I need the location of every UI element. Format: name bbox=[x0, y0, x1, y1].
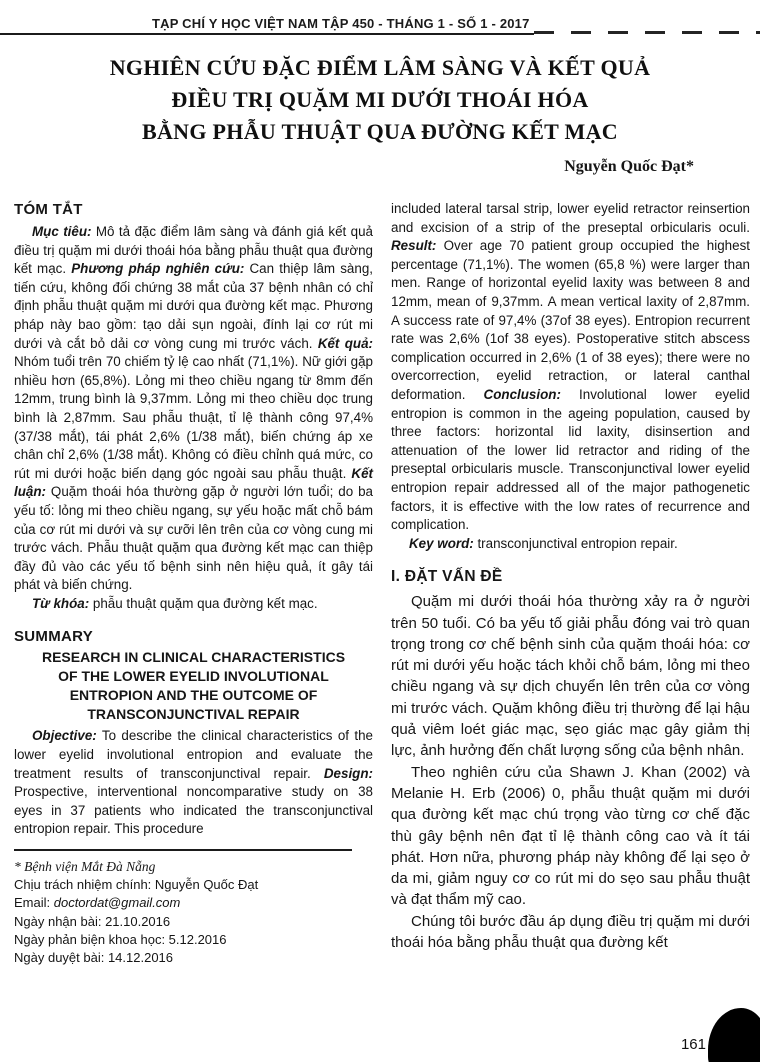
footnote-accepted-date: Ngày duyệt bài: 14.12.2016 bbox=[14, 950, 174, 966]
footnote-email-address: doctordat@gmail.com bbox=[53, 895, 181, 911]
summary-title-line4: TRANSCONJUNCTIVAL REPAIR bbox=[87, 706, 300, 723]
introduction-paragraph-3: Chúng tôi bước đầu áp dụng điều trị quặm mi dưới thoái hóa bằng phẫu thuật qua đường kết bbox=[391, 912, 750, 952]
footnote-reviewed-date: Ngày phản biện khoa học: 5.12.2016 bbox=[14, 931, 227, 947]
footnote-separator-line bbox=[14, 849, 352, 851]
abstract-conclusion-text: Quặm thoái hóa thường gặp ở người lớn tuổi; do ba yếu tố: lỏng mi theo chiều ngang, sự yếu hoặc mất chỗ bám của cơ rút mi dưới và sự cưỡi lên trên của cơ vòng cung mi trước vách. Phẫu thuật quặm qua đường kết mạc can thiệp đầy đủ vào các yếu tố bệnh sinh nên hiệu quả, ít gây tái phát và biến chứng. bbox=[14, 484, 373, 593]
journal-header-text: TẠP CHÍ Y HỌC VIỆT NAM TẬP 450 - THÁNG 1 - SỐ 1 - 2017 bbox=[148, 16, 534, 35]
abstract-results-label: Kết quả: bbox=[317, 335, 373, 351]
author-name: Nguyễn Quốc Đạt* bbox=[564, 158, 694, 175]
abstract-objective-text: Mô tả đặc điểm lâm sàng và đánh giá kết quả điều trị quặm mi dưới thoái hóa bằng phẫu thuật qua đường kết mạc. bbox=[14, 224, 373, 277]
summary-design-text: Prospective, interventional noncomparative study on 38 eyes in 37 patients who indicated the transconjunctival entropion repair. This procedure bbox=[14, 784, 373, 837]
summary-title-line1: RESEARCH IN CLINICAL CHARACTERISTICS bbox=[41, 649, 346, 666]
header-rule-left bbox=[0, 33, 148, 35]
scan-artifact-corner bbox=[708, 1008, 760, 1062]
summary-keyword-text: transconjunctival entropion repair. bbox=[473, 535, 678, 551]
summary-heading: SUMMARY bbox=[14, 628, 94, 646]
summary-title-line3: ENTROPION AND THE OUTCOME OF bbox=[69, 687, 318, 704]
page-number: 161 bbox=[680, 1036, 706, 1053]
summary-design-label: Design: bbox=[323, 765, 373, 781]
footnote-affiliation: * Bệnh viện Mắt Đà Nẵng bbox=[14, 859, 156, 875]
keywords-label: Từ khóa: bbox=[32, 595, 90, 611]
summary-result-label: Result: bbox=[391, 238, 437, 254]
footnote-received-date: Ngày nhận bài: 21.10.2016 bbox=[14, 913, 171, 929]
introduction-heading: I. ĐẶT VẤN ĐỀ bbox=[391, 568, 503, 586]
summary-objective-paragraph bbox=[14, 727, 373, 839]
left-column bbox=[14, 200, 373, 967]
summary-result-text: Over age 70 patient group occupied the highest percentage (71,1%). The women (65,8 %) were larger than men. Range of horizontal eyelid laxity was between 8 and 12mm, mean of 9,37mm. A mean vertical laxity of 2,87mm. A success rate of 97,4% (37of 38 eyes). Entropion recurrent rate was 2,6% (1of 38 eyes). Postoperative stitch abscess complication occurred in 2,6% (1 of 38 eyes); there were no overcorrection, eyelid retraction, or lateral canthal deformation. bbox=[391, 238, 750, 402]
article-title-line3: BẰNG PHẪU THUẬT QUA ĐƯỜNG KẾT MẠC bbox=[141, 119, 618, 144]
footnote-email-line bbox=[14, 894, 373, 912]
summary-keyword-label: Key word: bbox=[409, 535, 474, 551]
summary-title-line2: OF THE LOWER EYELID INVOLUTIONAL bbox=[58, 668, 329, 685]
summary-continuation-paragraph bbox=[391, 200, 750, 535]
abstract-heading: TÓM TẮT bbox=[14, 201, 83, 218]
summary-continuation-text: included lateral tarsal strip, lower eyelid retractor reinsertion and excision of a strip of the preseptal orbicularis oculi. bbox=[391, 201, 750, 235]
journal-header bbox=[0, 16, 760, 35]
author-line bbox=[0, 158, 760, 176]
introduction-paragraph-1: Quặm mi dưới thoái hóa thường xảy ra ở người trên 50 tuổi. Có ba yếu tố giải phẫu đóng vai trò quan trọng trong cơ chế bệnh sinh của quặm thoái hóa: cơ rút mi dưới yếu hoặc tách khỏi chỗ bám, lỏng mi theo chiều ngang và sự dịch chuyển lên trên của cơ vòng mi trước vách. Quặm không điều trị thường để lại hậu quả viêm loét giác mạc, sẹo giác mạc gây giảm thị lực, ảnh hưởng đến chất lượng sống của bệnh nhân. bbox=[391, 593, 750, 760]
abstract-methods-label: Phương pháp nghiên cứu: bbox=[71, 261, 245, 277]
summary-conclusion-label: Conclusion: bbox=[483, 386, 561, 402]
abstract-paragraph bbox=[14, 223, 373, 595]
summary-objective-text: To describe the clinical characteristics of the lower eyelid involutional entropion and evaluate the treatment results of transconjunctival repair. bbox=[14, 728, 373, 781]
footnote bbox=[14, 849, 373, 967]
abstract-methods-text: Can thiệp lâm sàng, tiến cứu, không đối chứng 38 mắt của 37 bệnh nhân có chỉ định phẫu thuật quặm mi dưới qua đường kết mạc. Phương pháp này bao gồm: tạo dải sụn ngoài, đính lại cơ rút mi dưới và cắt bỏ dải cơ vòng cung mi trước vách. bbox=[14, 261, 373, 351]
summary-objective-label: Objective: bbox=[32, 728, 97, 744]
right-column bbox=[391, 200, 750, 967]
introduction-paragraph-2: Theo nghiên cứu của Shawn J. Khan (2002) và Melanie H. Erb (2006) 0, phẫu thuật quặm mi dưới qua đường kết mạc chú trọng vào từng cơ chế đặc thù gây bệnh nên đạt tỉ lệ thành công cao và ít tái phát. Hơn nữa, phương pháp này không để lại sẹo ở da mi, giảm nguy cơ co rút mi do sẹo sau phẫu thuật và đạt thẩm mỹ cao. bbox=[391, 763, 750, 909]
article-title-line2: ĐIỀU TRỊ QUẶM MI DƯỚI THOÁI HÓA bbox=[171, 87, 589, 112]
footnote-responsible: Chịu trách nhiệm chính: Nguyễn Quốc Đạt bbox=[14, 877, 259, 893]
summary-keyword-paragraph bbox=[391, 535, 750, 554]
keywords-text: phẫu thuật quặm qua đường kết mạc. bbox=[89, 595, 318, 611]
abstract-conclusion-label: Kết luận: bbox=[14, 465, 373, 500]
article-title-line1: NGHIÊN CỨU ĐẶC ĐIỂM LÂM SÀNG VÀ KẾT QUẢ bbox=[109, 55, 651, 80]
two-column-body bbox=[0, 200, 760, 967]
summary-conclusion-text: Involutional lower eyelid entropion is common in the ageing population, caused by three factors: horizontal lid laxity, disinsertion and attenuation of the lower lid retractor and riding of the preseptal orbicularis muscle. Transconjunctival lower eyelid entropion repair addressed all of the major pathogenetic factors, it is effective with the low rates of recurrence and complication. bbox=[391, 386, 750, 533]
abstract-objective-label: Mục tiêu: bbox=[32, 224, 92, 239]
header-rule-right-dashes bbox=[534, 31, 760, 34]
abstract-results-text: Nhóm tuổi trên 70 chiếm tỷ lệ cao nhất (71,1%). Nữ giới gặp nhiều hơn (65,8%). Lỏng mi theo chiều ngang từ 8mm đến 12mm, trung bình là 9,37mm. Lỏng mi theo chiều dọc trung bình là 2,87mm. Sau phẫu thuật, tỉ lệ thành công 97,4% (37/38 mắt), tái phát 2,6% (1/38 mắt), biến chứng áp xe chân chỉ 2,6% (1/38 mắt). Không có điều chỉnh quá mức, co rút mi dưới hoặc biến dạng góc ngoài sau phẫu thuật. bbox=[14, 354, 373, 481]
footnote-email-label: Email: bbox=[14, 895, 54, 911]
summary-title bbox=[14, 648, 373, 724]
keywords-paragraph bbox=[14, 595, 373, 614]
